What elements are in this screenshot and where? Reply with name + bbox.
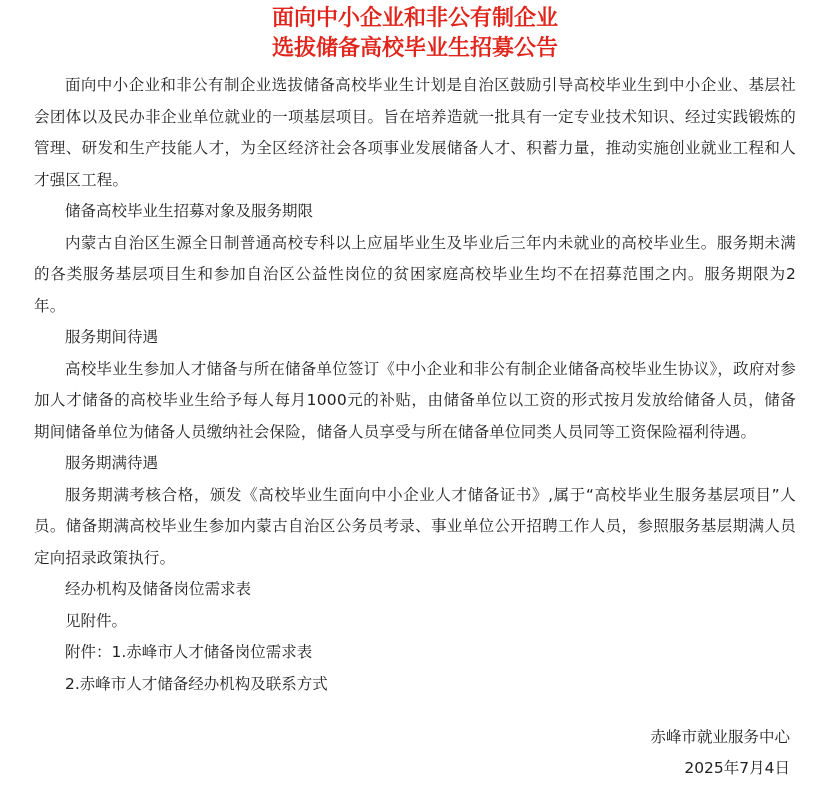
- signature-organization: 赤峰市就业服务中心: [650, 728, 790, 746]
- title-line-2: 选拔储备高校毕业生招募公告: [271, 36, 558, 61]
- title-block: [34, 4, 796, 64]
- section-heading-service-benefits: 服务期间待遇: [65, 328, 159, 346]
- signature-date: 2025年7月4日: [684, 759, 790, 777]
- attachment-item-2: 2.赤峰市人才储备经办机构及联系方式: [65, 674, 328, 693]
- attachment-item-1: 附件：1.赤峰市人才储备岗位需求表: [65, 643, 313, 661]
- intro-paragraph: 面向中小企业和非公有制企业选拔储备高校毕业生计划是自治区鼓励引导高校毕业生到中小企业、基层社会团体以及民办非企业单位就业的一项基层项目。旨在培养造就一批具有一定专业技术知识、经过实践锻炼的管理、研发和生产技能人才，为全区经济社会各项事业发展储备人才、积蓄力量，推动实施创业就业工程和人才强区工程。: [34, 76, 796, 189]
- section-body-service-benefits: 高校毕业生参加人才储备与所在储备单位签订《中小企业和非公有制企业储备高校毕业生协议》，政府对参加人才储备的高校毕业生给予每人每月1000元的补贴，由储备单位以工资的形式按月发放给储备人员，储备期间储备单位为储备人员缴纳社会保险，储备人员享受与所在储备单位同类人员同等工资保险福利待遇。: [34, 359, 796, 441]
- section-heading-completion-benefits: 服务期满待遇: [65, 454, 159, 472]
- section-body-agencies: 见附件。: [65, 611, 128, 630]
- section-body-completion-benefits: 服务期满考核合格，颁发《高校毕业生面向中小企业人才储备证书》,属于“高校毕业生服务基层项目”人员。储备期满高校毕业生参加内蒙古自治区公务员考录、事业单位公开招聘工作人员，参照服务基层期满人员定向招录政策执行。: [34, 485, 796, 567]
- title-line-1: 面向中小企业和非公有制企业: [271, 6, 558, 31]
- section-heading-recruitment: 储备高校毕业生招募对象及服务期限: [65, 202, 314, 220]
- section-heading-agencies: 经办机构及储备岗位需求表: [65, 580, 252, 598]
- section-body-recruitment: 内蒙古自治区生源全日制普通高校专科以上应届毕业生及毕业后三年内未就业的高校毕业生。服务期未满的各类服务基层项目生和参加自治区公益性岗位的贫困家庭高校毕业生均不在招募范围之内。服务期限为2年。: [34, 233, 796, 315]
